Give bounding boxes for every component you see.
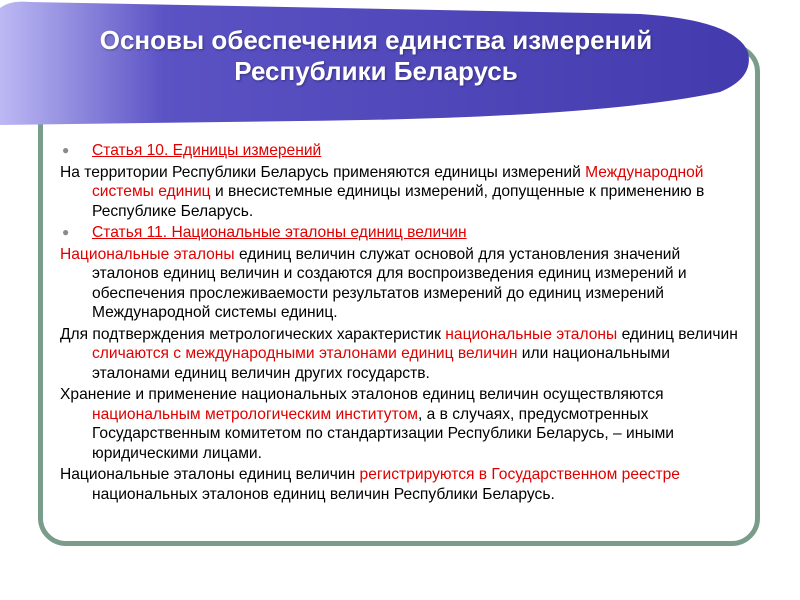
bullet-dot-icon: ● [62,225,70,239]
paragraph-registration [60,465,750,504]
main-content [60,141,750,506]
page-title [0,25,752,87]
text-segment: Хранение и применение национальных эталонов единиц величин осуществляются [60,386,664,403]
highlight-segment: Международной системы единиц [92,163,704,200]
highlight-segment: Национальные эталоны [60,245,235,263]
highlight-segment: национальные эталоны [445,325,618,343]
paragraph-comparison [60,325,750,384]
text-segment: , а в случаях, предусмотренных Государственным комитетом по стандартизации Республики Беларусь, – иными юридическими лицами. [92,405,675,462]
highlight-segment: регистрируются в Государственном реестре [359,466,680,483]
highlight-segment: сличаются с международными эталонами единиц величин [92,345,518,362]
article-11-heading: Статья 11. Национальные эталоны единиц величин [92,224,467,241]
highlight-segment: национальным метрологическим институтом [92,405,418,423]
article-10-heading: Статья 10. Единицы измерений [92,142,322,159]
title-line-1: Основы обеспечения единства измерений [99,25,653,55]
text-segment: Для подтверждения метрологических характеристик [60,325,446,343]
paragraph-national-standards [60,245,750,323]
text-segment: национальных эталонов единиц величин Республики Беларусь. [92,485,555,503]
text-segment: единиц величин [617,325,738,343]
text-segment: Национальные эталоны единиц величин [60,466,360,483]
article-10-item [60,141,750,161]
bullet-dot-icon: ● [62,143,70,157]
text-segment: и внесистемные единицы измерений, допущенные к применению в Республике Беларусь. [92,183,705,220]
article-11-item [60,223,750,243]
paragraph-units [60,163,750,222]
text-segment: На территории Республики Беларусь применяются единицы измерений [60,163,586,181]
text-segment: единиц величин служат основой для установления значений эталонов единиц величин и создаются для воспроизведения единиц измерений и обеспечения прослеживаемости результатов измерений до единиц измерений Международной системы единиц. [92,245,687,321]
title-line-2: Республики Беларусь [234,56,518,86]
text-segment: или национальными эталонами единиц величин других государств. [92,345,670,382]
paragraph-storage [60,385,750,463]
